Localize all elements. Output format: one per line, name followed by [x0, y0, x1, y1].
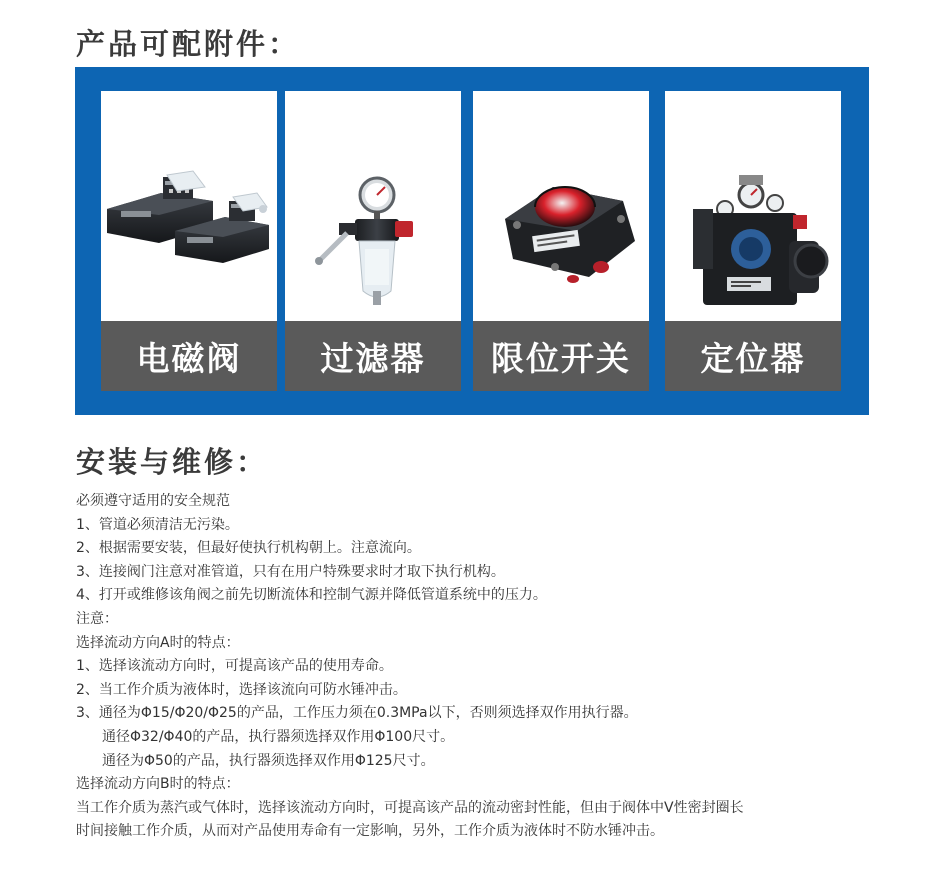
install-item: 3、连接阀门注意对准管道，只有在用户特殊要求时才取下执行机构。: [76, 563, 505, 580]
install-item: 4、打开或维修该角阀之前先切断流体和控制气源并降低管道系统中的压力。: [76, 587, 547, 604]
safety-note: 必须遵守适用的安全规范: [76, 493, 230, 509]
flow-b-heading: 选择流动方向B时的特点：: [76, 776, 240, 793]
accessories-panel: [75, 67, 869, 415]
flow-a-item: 1、选择该流动方向时，可提高该产品的使用寿命。: [76, 658, 393, 675]
flow-a-item: 3、通径为Φ15/Φ20/Φ25的产品，工作压力须在0.3MPa以下，否则须选择双作用执行器。: [76, 705, 638, 722]
flow-a-subitem: 通径Φ32/Φ40的产品，执行器须选择双作用Φ100尺寸。: [102, 728, 455, 745]
installation-text: [76, 490, 896, 844]
accessory-label-positioner: 定位器: [665, 321, 841, 391]
accessory-card-solenoid-valve: [101, 91, 277, 391]
accessory-card-limit-switch: [473, 91, 649, 391]
accessory-label-filter: 过滤器: [285, 321, 461, 391]
solenoid-valve-photo: [101, 91, 277, 321]
flow-a-subitem: 通径为Φ50的产品，执行器须选择双作用Φ125尺寸。: [102, 752, 435, 769]
valve-positioner-photo: [665, 91, 841, 321]
install-item: 1、管道必须清洁无污染。: [76, 516, 239, 533]
accessory-label-solenoid-valve: 电磁阀: [101, 321, 277, 391]
installation-title: 安装与维修：: [76, 445, 269, 479]
flow-a-heading: 选择流动方向A时的特点：: [76, 634, 240, 651]
flow-a-item: 2、当工作介质为液体时，选择该流向可防水锤冲击。: [76, 681, 407, 698]
install-item: 2、根据需要安装，但最好使执行机构朝上。注意流向。: [76, 540, 421, 557]
accessory-card-filter: [285, 91, 461, 391]
limit-switch-box-photo: [473, 91, 649, 321]
air-filter-regulator-photo: [285, 91, 461, 321]
accessory-label-limit-switch: 限位开关: [473, 321, 649, 391]
flow-b-text: 当工作介质为蒸汽或气体时，选择该流动方向时，可提高该产品的流动密封性能，但由于阀体中V性密封圈长: [76, 799, 744, 816]
accessories-title: 产品可配附件：: [76, 27, 301, 61]
flow-b-text: 时间接触工作介质，从而对产品使用寿命有一定影响，另外，工作介质为液体时不防水锤冲击。: [76, 823, 664, 840]
accessory-card-positioner: [665, 91, 841, 391]
notice-heading: 注意：: [76, 610, 118, 627]
